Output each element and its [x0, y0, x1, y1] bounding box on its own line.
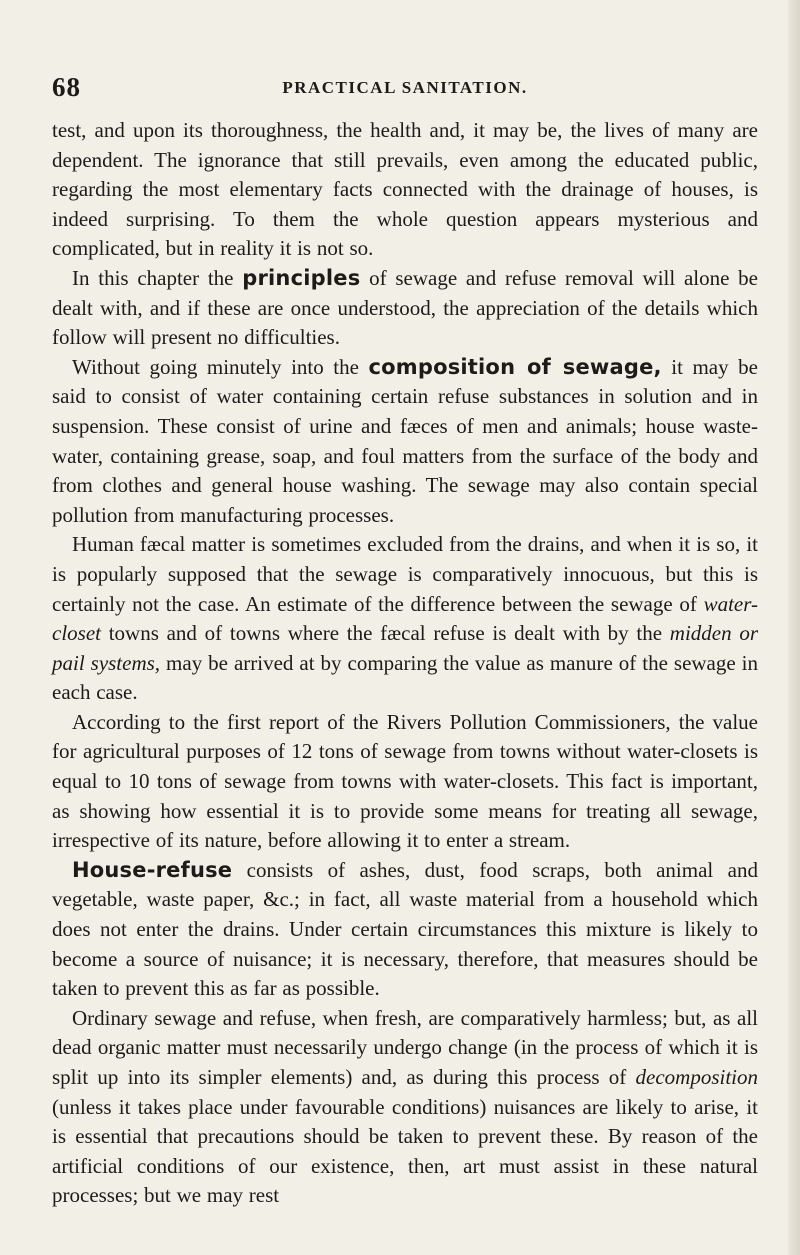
text-segment: Human fæcal matter is sometimes excluded from the drains, and when it is so, it is popularly supposed that the sewage is comparatively innocuous, but this is certainly not the case. An estimate of the difference between the sewage of	[52, 532, 758, 616]
text-segment: (unless it takes place under favourable conditions) nuisances are likely to arise, it is essential that precautions should be taken to prevent these. By reason of the artificial conditions of our existence, then, art must assist in these natural processes; but we may rest	[52, 1094, 758, 1208]
sidehead-composition-of-sewage: composition of sewage,	[368, 354, 662, 379]
text-segment: of sewage and refuse removal will alone be dealt with, and if these are once understood, the appreciation of the details which follow will present no difficulties.	[52, 265, 759, 350]
italic-midden-or-pail-systems: midden or pail systems,	[52, 621, 758, 675]
page-header	[52, 72, 758, 116]
paragraph-3	[52, 353, 758, 531]
running-head: PRACTICAL SANITATION.	[282, 78, 528, 97]
text-segment: Without going minutely into the	[72, 354, 369, 379]
sidehead-principles: principles	[242, 265, 361, 290]
text-segment: In this chapter the	[72, 265, 243, 290]
italic-water-closet: water-closet	[52, 591, 758, 646]
book-page	[52, 72, 758, 1211]
page-edge-shadow	[788, 0, 800, 1255]
page-number: 68	[52, 72, 81, 102]
text-segment: According to the first report of the Rivers Pollution Commissioners, the value for agricultural purposes of 12 tons of sewage from towns without water-closets is equal to 10 tons of sewage from towns with water-closets. This fact is important, as showing how essential it is to provide some means for treating all sewage, irrespective of its nature, before allowing it to enter a stream.	[52, 709, 758, 853]
paragraph-7	[52, 1004, 758, 1211]
paragraph-6	[52, 856, 758, 1004]
sidehead-house-refuse: House-refuse	[72, 857, 233, 882]
paragraph-2	[52, 264, 758, 353]
italic-decomposition: decomposition	[635, 1065, 758, 1089]
paragraph-4	[52, 530, 758, 708]
text-segment: test, and upon its thoroughness, the health and, it may be, the lives of many are dependent. The ignorance that still prevails, even among the educated public, regarding the most elementary facts connected with the drainage of houses, is indeed surprising. To them the whole question appears mysterious and complicated, but in reality it is not so.	[52, 118, 758, 261]
body-text	[52, 116, 758, 1211]
paragraph-1	[52, 116, 758, 264]
text-segment: towns and of towns where the fæcal refuse is dealt with by the	[100, 621, 670, 646]
text-segment: Ordinary sewage and refuse, when fresh, are comparatively harmless; but, as all dead organic matter must necessarily undergo change (in the process of which it is split up into its simpler elements) and, as during this process of	[52, 1005, 758, 1089]
text-segment: it may be said to consist of water containing certain refuse substances in solution and in suspension. These consist of urine and fæces of men and animals; house waste-water, containing grease, soap, and foul matters from the surface of the body and from clothes and general house washing. The sewage may also contain special pollution from manufacturing processes.	[52, 354, 758, 527]
text-segment: may be arrived at by comparing the value as manure of the sewage in each case.	[52, 650, 759, 705]
paragraph-5	[52, 708, 758, 856]
text-segment: consists of ashes, dust, food scraps, both animal and vegetable, waste paper, &c.; in fact, all waste material from a household which does not enter the drains. Under certain circumstances this mixture is likely to become a source of nuisance; it is necessary, therefore, that measures should be taken to prevent this as far as possible.	[52, 857, 758, 1001]
